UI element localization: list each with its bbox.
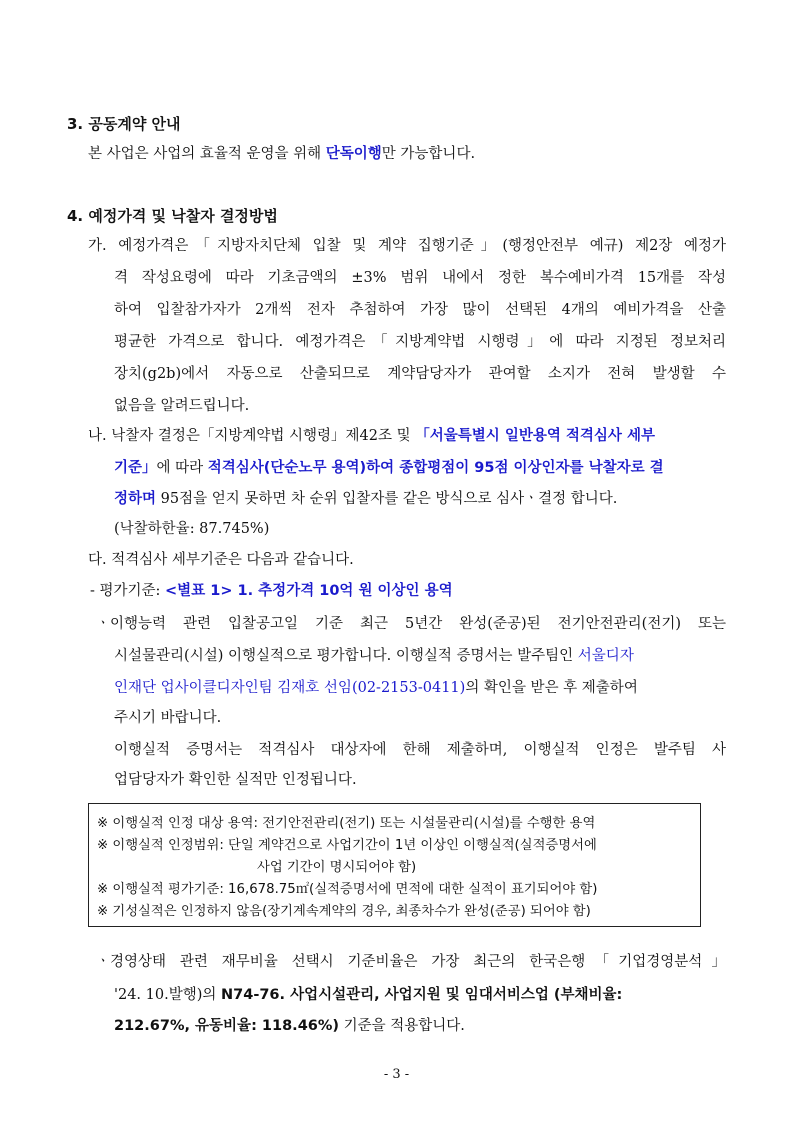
page-number: - 3 -: [383, 1067, 410, 1082]
performance-line-4: 주시기 바랍니다.: [114, 710, 222, 726]
performance-line-3: 인재단 업사이클디자인팀 김재호 선임(02-2153-0411)의 확인을 받은 후 제출하여: [114, 680, 638, 696]
finance-line-3: 212.67%, 유동비율: 118.46%) 기준을 적용합니다.: [114, 1018, 465, 1034]
performance-line-6: 업담당자가 확인한 실적만 인정됩니다.: [114, 772, 357, 788]
paragraph-na-line-2: 기준」에 따라 적격심사(단순노무 용역)하여 종합평점이 95점 이상인자를 낙찰자로 결: [114, 460, 664, 476]
performance-line-5: 이행실적 증명서는 적격심사 대상자에 한해 제출하며, 이행실적 인정은 발주팀 사: [114, 742, 726, 758]
note-item: ※ 이행실적 평가기준: 16,678.75㎡(실적증명서에 면적에 대한 실적이 표기되어야 함): [97, 882, 598, 897]
contact-person: 인재단 업사이클디자인팀 김재호 선임(02-2153-0411): [114, 680, 466, 696]
notes-box: [88, 803, 701, 927]
paragraph-ga-line-1: 가. 예정가격은「지방자치단체 입찰 및 계약 집행기준」(행정안전부 예규) 제2장 예정가: [88, 238, 726, 254]
paragraph-na-line-1: 나. 낙찰자 결정은「지방계약법 시행령」제42조 및 「서울특별시 일반용역 적격심사 세부: [88, 428, 655, 444]
note-item: ※ 기성실적은 인정하지 않음(장기계속계약의 경우, 최종차수가 완성(준공) 되어야 함): [97, 904, 591, 919]
section-3-heading: 3. 공동계약 안내: [67, 115, 181, 133]
performance-line-2: 시설물관리(시설) 이행실적으로 평가합니다. 이행실적 증명서는 발주팀인 서울디자: [114, 648, 634, 664]
paragraph-ga-line-2: 격 작성요령에 따라 기초금액의 ±3% 범위 내에서 정한 복수예비가격 15개를 작성: [114, 270, 726, 286]
sole-performance-highlight: 단독이행: [325, 146, 382, 162]
section-3-text: 본 사업은 사업의 효율적 운영을 위해 단독이행만 가능합니다.: [88, 146, 476, 162]
paragraph-ga-line-5: 장치(g2b)에서 자동으로 산출되므로 계약담당자가 관여할 소지가 전혀 발생할 수: [114, 366, 726, 382]
paragraph-na-line-3: 정하며 95점을 얻지 못하면 차 순위 입찰자를 같은 방식으로 심사ㆍ결정 합니다.: [114, 491, 618, 507]
contact-team: 서울디자: [577, 648, 634, 664]
note-item: ※ 이행실적 인정범위: 단일 계약건으로 사업기간이 1년 이상인 이행실적(실적증명서에: [97, 838, 597, 853]
note-item-continuation: 사업 기간이 명시되어야 함): [257, 860, 417, 875]
finance-line-2: '24. 10.발행)의 N74-76. 사업시설관리, 사업지원 및 임대서비스업 (부채비율:: [114, 987, 623, 1003]
note-item: ※ 이행실적 인정 대상 용역: 전기안전관리(전기) 또는 시설물관리(시설)를 수행한 용역: [97, 816, 596, 831]
bid-floor-rate: (낙찰하한율: 87.745%): [114, 521, 270, 537]
paragraph-ga-line-3: 하여 입찰참가자가 2개씩 전자 추첨하여 가장 많이 선택된 4개의 예비가격을 산출: [114, 302, 726, 318]
section-4-heading: 4. 예정가격 및 낙찰자 결정방법: [67, 207, 278, 225]
performance-line-1: ㆍ이행능력 관련 입찰공고일 기준 최근 5년간 완성(준공)된 전기안전관리(전기) 또는: [96, 616, 726, 632]
finance-line-1: ㆍ경영상태 관련 재무비율 선택시 기준비율은 가장 최근의 한국은행「기업경영분석」: [96, 954, 726, 970]
paragraph-da-title: 다. 적격심사 세부기준은 다음과 같습니다.: [88, 552, 354, 568]
paragraph-ga-line-6: 없음을 알려드립니다.: [114, 398, 250, 414]
evaluation-criteria: - 평가기준: <별표 1> 1. 추정가격 10억 원 이상인 용역: [90, 583, 453, 599]
paragraph-ga-line-4: 평균한 가격으로 합니다. 예정가격은「지방계약법 시행령」에 따라 지정된 정보처리: [114, 334, 726, 350]
